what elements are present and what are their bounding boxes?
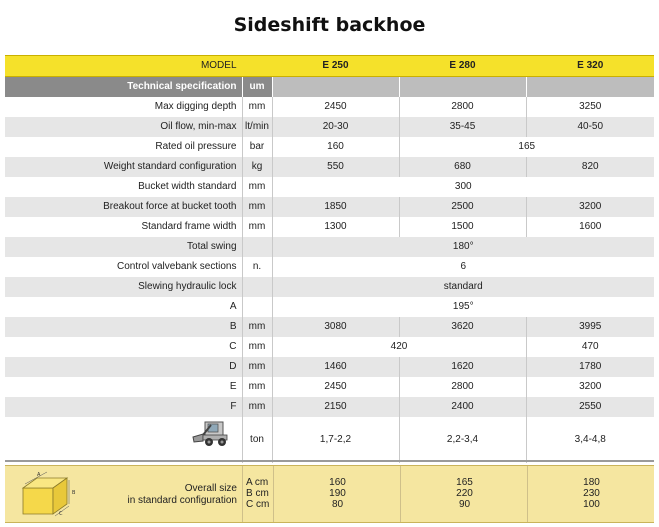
table-row: Bucket width standard mm 300 [5,177,654,197]
model-e280: E 280 [399,56,526,77]
header-um: um [242,77,272,98]
box-label-b: B [72,490,76,496]
table-row: C mm 420 470 [5,337,654,357]
model-e250: E 250 [272,56,399,77]
dimension-box-icon [17,470,81,521]
box-label-a: A [37,472,41,478]
table-row: ton 1,7-2,2 2,2-3,4 3,4-4,8 [5,417,654,463]
model-label: MODEL [5,56,242,77]
overall-size-label: Overall size in standard configuration [127,483,237,506]
table-row: Rated oil pressure bar 160 165 [5,137,654,157]
table-row: Weight standard configuration kg 550 680 820 [5,157,654,177]
spec-table [5,55,654,463]
table-row: B mm 3080 3620 3995 [5,317,654,337]
overall-size-e250: 160 190 80 [329,477,346,510]
model-e320: E 320 [526,56,654,77]
overall-size-section [5,465,654,523]
table-row: Breakout force at bucket tooth mm 1850 2500 3200 [5,197,654,217]
table-row: Total swing 180° [5,237,654,257]
header-spec: Technical specification [5,77,242,98]
table-row: A 195° [5,297,654,317]
skid-steer-loader-icon [191,417,237,463]
overall-size-units: A cm B cm C cm [246,477,270,510]
separator [5,460,654,462]
header-row [5,77,654,98]
table-row: E mm 2450 2800 3200 [5,377,654,397]
table-row: D mm 1460 1620 1780 [5,357,654,377]
table-row: F mm 2150 2400 2550 [5,397,654,417]
overall-size-e320: 180 230 100 [583,477,600,510]
table-row: Standard frame width mm 1300 1500 1600 [5,217,654,237]
page-title: Sideshift backhoe [233,14,426,36]
overall-size-e280: 165 220 90 [456,477,473,510]
table-row: Oil flow, min-max lt/min 20-30 35-45 40-50 [5,117,654,137]
table-row: Slewing hydraulic lock standard [5,277,654,297]
box-label-c: C [59,511,63,517]
table-row: Control valvebank sections n. 6 [5,257,654,277]
model-row [5,56,654,77]
table-row: Max digging depth mm 2450 2800 3250 [5,97,654,117]
